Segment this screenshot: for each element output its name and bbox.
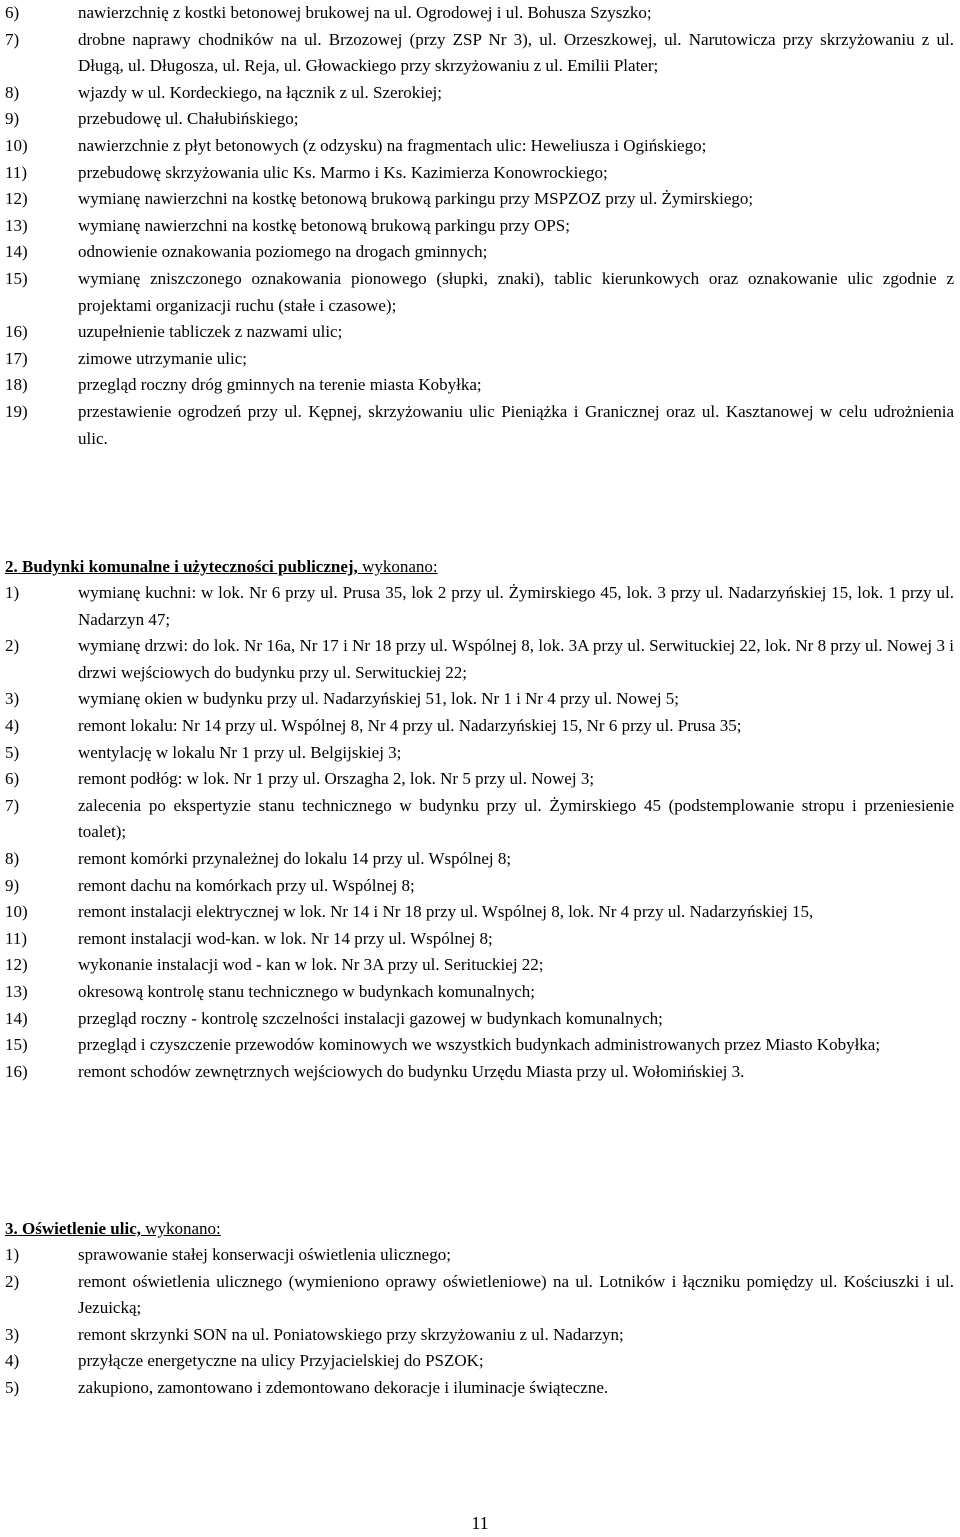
item-number: 14) bbox=[5, 1008, 28, 1028]
item-text: drobne naprawy chodników na ul. Brzozowej (przy ZSP Nr 3), ul. Orzeszkowej, ul. Narutowicza przy skrzyżowaniu z ul. Długą, ul. Długosza, ul. Reja, ul. Głowackiego przy skrzyżowaniu z ul. Emilii Plater; bbox=[78, 29, 954, 76]
list-item bbox=[0, 633, 960, 686]
section-suffix: wykonano: bbox=[357, 557, 438, 576]
item-text: wentylację w lokalu Nr 1 przy ul. Belgijskiej 3; bbox=[78, 742, 402, 762]
item-number: 6) bbox=[5, 769, 20, 789]
item-text: uzupełnienie tabliczek z nazwami ulic; bbox=[78, 322, 343, 342]
item-text: nawierzchnie z płyt betonowych (z odzysku) na fragmentach ulic: Heweliusza i Ogińskiego; bbox=[78, 135, 707, 155]
item-text: zalecenia po ekspertyzie stanu technicznego w budynku przy ul. Żymirskiego 45 (podstemplowanie stropu i przeniesienie toalet); bbox=[78, 795, 954, 842]
list-item bbox=[0, 952, 960, 979]
list-item bbox=[0, 1348, 960, 1375]
item-number: 16) bbox=[5, 322, 28, 342]
list-item bbox=[0, 319, 960, 346]
item-text: wjazdy w ul. Kordeckiego, na łącznik z ul. Szerokiej; bbox=[78, 82, 442, 102]
item-text: zimowe utrzymanie ulic; bbox=[78, 348, 247, 368]
item-number: 18) bbox=[5, 375, 28, 395]
item-number: 16) bbox=[5, 1061, 28, 1081]
list-item bbox=[0, 846, 960, 873]
item-number: 10) bbox=[5, 135, 28, 155]
item-number: 5) bbox=[5, 742, 20, 762]
list-item bbox=[0, 106, 960, 133]
list-item bbox=[0, 1032, 960, 1059]
item-number: 9) bbox=[5, 875, 20, 895]
buildings-works-list bbox=[0, 580, 960, 1085]
item-text: przestawienie ogrodzeń przy ul. Kępnej, skrzyżowaniu ulic Pieniążka i Granicznej oraz ul. Kasztanowej w celu udrożnienia ulic. bbox=[78, 401, 954, 448]
section-suffix: wykonano: bbox=[140, 1219, 221, 1238]
item-text: wymianę nawierzchni na kostkę betonową brukową parkingu przy OPS; bbox=[78, 215, 570, 235]
item-text: remont dachu na komórkach przy ul. Wspólnej 8; bbox=[78, 875, 415, 895]
list-item bbox=[0, 346, 960, 373]
list-item bbox=[0, 266, 960, 319]
list-item bbox=[0, 1269, 960, 1322]
item-number: 12) bbox=[5, 189, 28, 209]
list-item bbox=[0, 0, 960, 27]
item-number: 13) bbox=[5, 981, 28, 1001]
list-item bbox=[0, 580, 960, 633]
item-text: remont skrzynki SON na ul. Poniatowskiego przy skrzyżowaniu z ul. Nadarzyn; bbox=[78, 1324, 624, 1344]
item-text: wymianę kuchni: w lok. Nr 6 przy ul. Prusa 35, lok 2 przy ul. Żymirskiego 45, lok. 3 przy ul. Nadarzyńskiej 15, lok. 1 przy ul. Nadarzyn 47; bbox=[78, 583, 954, 629]
list-item bbox=[0, 793, 960, 846]
section-heading-buildings bbox=[5, 554, 438, 580]
page-number: 11 bbox=[471, 1513, 489, 1533]
item-text: przegląd roczny dróg gminnych na terenie miasta Kobyłka; bbox=[78, 375, 482, 395]
list-item bbox=[0, 740, 960, 767]
item-number: 2) bbox=[5, 636, 20, 656]
list-item bbox=[0, 713, 960, 740]
item-text: przebudowę ul. Chałubińskiego; bbox=[78, 109, 299, 129]
item-text: wymianę drzwi: do lok. Nr 16a, Nr 17 i Nr 18 przy ul. Wspólnej 8, lok. 3A przy ul. Serwituckiej 22, lok. Nr 8 przy ul. Nowej 3 i drzwi wejściowych do budynku przy ul. Serwituckiej 22; bbox=[78, 636, 954, 682]
list-item bbox=[0, 1322, 960, 1349]
section-heading-street-lighting bbox=[5, 1216, 221, 1242]
list-item bbox=[0, 1242, 960, 1269]
list-item bbox=[0, 766, 960, 793]
section-number: 2. bbox=[5, 557, 18, 576]
item-number: 12) bbox=[5, 955, 28, 975]
item-number: 9) bbox=[5, 109, 20, 129]
list-item bbox=[0, 873, 960, 900]
item-number: 3) bbox=[5, 689, 20, 709]
list-item bbox=[0, 899, 960, 926]
item-number: 4) bbox=[5, 715, 20, 735]
item-text: remont instalacji wod-kan. w lok. Nr 14 przy ul. Wspólnej 8; bbox=[78, 928, 493, 948]
item-number: 7) bbox=[5, 795, 20, 815]
item-text: okresową kontrolę stanu technicznego w budynkach komunalnych; bbox=[78, 981, 535, 1001]
item-number: 1) bbox=[5, 583, 20, 602]
list-item bbox=[0, 80, 960, 107]
street-lighting-works-list bbox=[0, 1242, 960, 1402]
item-number: 10) bbox=[5, 902, 28, 922]
road-works-list bbox=[0, 0, 960, 452]
list-item bbox=[0, 213, 960, 240]
item-number: 3) bbox=[5, 1324, 20, 1344]
list-item bbox=[0, 399, 960, 452]
list-item bbox=[0, 133, 960, 160]
item-text: nawierzchnię z kostki betonowej brukowej na ul. Ogrodowej i ul. Bohusza Szyszko; bbox=[78, 3, 652, 22]
list-item bbox=[0, 372, 960, 399]
item-text: przegląd i czyszczenie przewodów kominowych we wszystkich budynkach administrowanych przez Miasto Kobyłka; bbox=[78, 1035, 881, 1055]
item-text: odnowienie oznakowania poziomego na drogach gminnych; bbox=[78, 242, 488, 262]
item-text: wymianę zniszczonego oznakowania pionowego (słupki, znaki), tablic kierunkowych oraz oznakowanie ulic zgodnie z projektami organizacji ruchu (stałe i czasowe); bbox=[78, 268, 954, 315]
item-number: 14) bbox=[5, 242, 28, 262]
list-item bbox=[0, 239, 960, 266]
item-number: 6) bbox=[5, 3, 20, 22]
section-number: 3. bbox=[5, 1219, 18, 1238]
item-text: wykonanie instalacji wod - kan w lok. Nr 3A przy ul. Serituckiej 22; bbox=[78, 955, 544, 975]
item-number: 19) bbox=[5, 401, 28, 421]
item-text: przegląd roczny - kontrolę szczelności instalacji gazowej w budynkach komunalnych; bbox=[78, 1008, 663, 1028]
item-text: wymianę nawierzchni na kostkę betonową brukową parkingu przy MSPZOZ przy ul. Żymirskiego; bbox=[78, 189, 754, 209]
list-item bbox=[0, 186, 960, 213]
item-number: 1) bbox=[5, 1245, 20, 1264]
item-number: 4) bbox=[5, 1351, 20, 1371]
list-item bbox=[0, 1006, 960, 1033]
item-text: przyłącze energetyczne na ulicy Przyjacielskiej do PSZOK; bbox=[78, 1351, 484, 1371]
item-number: 15) bbox=[5, 1035, 28, 1055]
section-title: Budynki komunalne i użyteczności publicznej, bbox=[22, 557, 358, 576]
item-number: 15) bbox=[5, 268, 28, 288]
item-text: wymianę okien w budynku przy ul. Nadarzyńskiej 51, lok. Nr 1 i Nr 4 przy ul. Nowej 5; bbox=[78, 689, 680, 709]
item-text: zakupiono, zamontowano i zdemontowano dekoracje i iluminacje świąteczne. bbox=[78, 1377, 609, 1397]
item-number: 8) bbox=[5, 848, 20, 868]
item-number: 11) bbox=[5, 162, 28, 182]
item-text: remont lokalu: Nr 14 przy ul. Wspólnej 8, Nr 4 przy ul. Nadarzyńskiej 15, Nr 6 przy ul. Prusa 35; bbox=[78, 715, 742, 735]
list-item bbox=[0, 926, 960, 953]
item-text: remont instalacji elektrycznej w lok. Nr 14 i Nr 18 przy ul. Wspólnej 8, lok. Nr 4 przy ul. Nadarzyńskiej 15, bbox=[78, 902, 814, 922]
item-text: remont komórki przynależnej do lokalu 14 przy ul. Wspólnej 8; bbox=[78, 848, 512, 868]
item-text: remont podłóg: w lok. Nr 1 przy ul. Orszagha 2, lok. Nr 5 przy ul. Nowej 3; bbox=[78, 769, 595, 789]
item-number: 8) bbox=[5, 82, 20, 102]
list-item bbox=[0, 686, 960, 713]
item-number: 2) bbox=[5, 1271, 20, 1291]
item-number: 11) bbox=[5, 928, 28, 948]
item-number: 13) bbox=[5, 215, 28, 235]
list-item bbox=[0, 1375, 960, 1402]
item-text: sprawowanie stałej konserwacji oświetlenia ulicznego; bbox=[78, 1245, 451, 1264]
list-item bbox=[0, 160, 960, 187]
item-number: 17) bbox=[5, 348, 28, 368]
item-number: 5) bbox=[5, 1377, 20, 1397]
item-number: 7) bbox=[5, 29, 20, 49]
item-text: remont schodów zewnętrznych wejściowych do budynku Urzędu Miasta przy ul. Wołomińskiej 3. bbox=[78, 1061, 745, 1081]
item-text: remont oświetlenia ulicznego (wymieniono oprawy oświetleniowe) na ul. Lotników i łączniku pomiędzy ul. Kościuszki i ul. Jezuicką; bbox=[78, 1271, 954, 1318]
list-item bbox=[0, 1059, 960, 1086]
list-item bbox=[0, 27, 960, 80]
section-title: Oświetlenie ulic, bbox=[22, 1219, 141, 1238]
item-text: przebudowę skrzyżowania ulic Ks. Marmo i Ks. Kazimierza Konowrockiego; bbox=[78, 162, 608, 182]
list-item bbox=[0, 979, 960, 1006]
